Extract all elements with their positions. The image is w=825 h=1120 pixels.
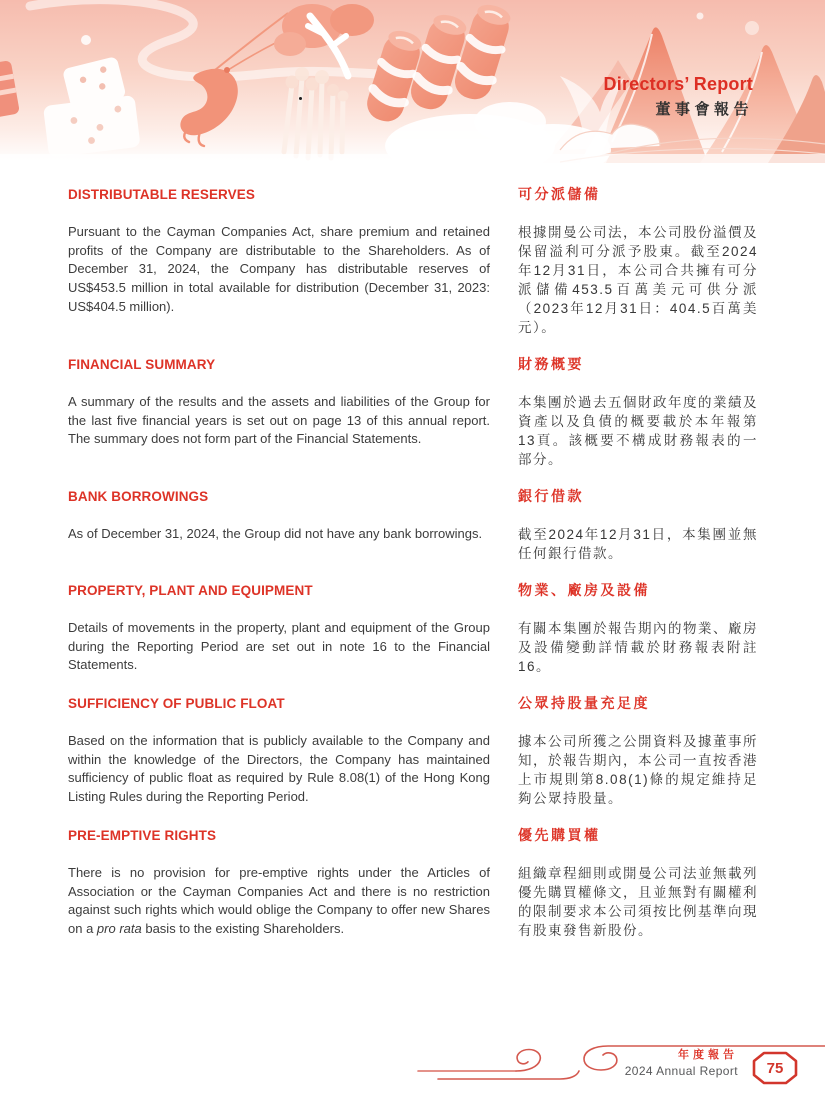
section-heading-en: DISTRIBUTABLE RESERVES	[68, 187, 255, 202]
section-body-zh: 有關本集團於報告期內的物業、廠房及設備變動詳情載於財務報表附註16。	[518, 621, 758, 674]
page-footer	[0, 1038, 825, 1100]
section-heading-zh: 銀行借款	[518, 488, 584, 504]
body-text-part: There is no provision for pre-emptive rights under the Articles of Association or the Cayman Companies Act and there is no restriction against such rights which would oblige the Company to offer new Shares on a	[68, 865, 490, 937]
section-heading-zh: 優先購買權	[518, 827, 601, 843]
section-pre-emptive-rights	[68, 828, 758, 940]
body-text-italic: pro rata	[96, 921, 142, 937]
section-body-en: Based on the information that is publicly available to the Company and within the knowledge of the Directors, the Company has maintained sufficiency of public float as required by Rule 8.08(1) of the Hong Kong Listing Rules during the Reporting Period.	[68, 733, 490, 805]
section-en	[68, 357, 490, 469]
section-body-zh: 截至2024年12月31日，本集團並無任何銀行借款。	[518, 527, 758, 561]
section-en	[68, 583, 490, 676]
section-body-zh: 據本公司所獲之公開資料及據董事所知，於報告期內，本公司一直按香港上市規則第8.08(1)條的規定維持足夠公眾持股量。	[518, 734, 758, 806]
section-heading-en: SUFFICIENCY OF PUBLIC FLOAT	[68, 696, 285, 711]
section-body-en	[68, 864, 490, 939]
bubble-icon	[697, 13, 704, 20]
section-heading-en: BANK BORROWINGS	[68, 489, 209, 504]
section-zh	[518, 357, 758, 469]
body-text-part: basis to the existing Shareholders.	[141, 921, 345, 937]
footer-report-label	[625, 1049, 738, 1078]
bubble-icon	[81, 35, 91, 45]
section-heading-en: FINANCIAL SUMMARY	[68, 357, 216, 372]
dice-icon	[43, 95, 141, 158]
section-zh	[518, 187, 758, 337]
section-bank-borrowings	[68, 489, 758, 563]
section-heading-zh: 公眾持股量充足度	[518, 695, 650, 711]
page-title: Directors’ Report	[603, 74, 753, 94]
page-title-chinese: 董事會報告	[655, 101, 753, 118]
section-zh	[518, 828, 758, 940]
section-heading-en: PRE-EMPTIVE RIGHTS	[68, 828, 217, 843]
section-body-en: Pursuant to the Cayman Companies Act, share premium and retained profits of the Company are distributable to the Shareholders. As of December 31, 2024, the Company has distributable reserves of US$453.5 million in total available for distribution (December 31, 2023: US$404.5 million).	[68, 224, 490, 314]
section-body-en: As of December 31, 2024, the Group did not have any bank borrowings.	[68, 526, 483, 541]
section-zh	[518, 696, 758, 808]
section-en	[68, 828, 490, 940]
section-heading-zh: 財務概要	[518, 356, 584, 372]
section-body-zh: 根據開曼公司法，本公司股份溢價及保留溢利可分派予股東。截至2024年12月31日，本公司合共擁有可分派儲備453.5百萬美元可供分派（2023年12月31日：404.5百萬美元）。	[518, 225, 758, 335]
section-en	[68, 489, 490, 563]
section-property-plant-equipment	[68, 583, 758, 676]
section-heading-zh: 物業、廠房及設備	[518, 582, 650, 598]
section-financial-summary	[68, 357, 758, 469]
page-number-badge	[752, 1051, 798, 1085]
stray-dot	[299, 97, 302, 100]
section-zh	[518, 583, 758, 676]
page-number: 75	[766, 1059, 784, 1077]
section-en	[68, 187, 490, 337]
page-title-block	[604, 74, 753, 119]
section-zh	[518, 489, 758, 563]
footer-report-label-zh: 年度報告	[678, 1049, 738, 1061]
sun-icon	[745, 21, 759, 35]
section-distributable-reserves	[68, 187, 758, 337]
section-sufficiency-public-float	[68, 696, 758, 808]
section-body-zh: 本集團於過去五個財政年度的業績及資產以及負債的概要載於本年報第13頁。該概要不構成財務報表的一部分。	[518, 395, 758, 467]
main-content	[0, 163, 825, 940]
section-body-zh: 組織章程細則或開曼公司法並無載列優先購買權條文，且並無對有關權利的限制要求本公司須按比例基準向現有股東發售新股份。	[518, 866, 758, 938]
section-heading-zh: 可分派儲備	[518, 186, 601, 202]
header-banner	[0, 0, 825, 163]
section-en	[68, 696, 490, 808]
section-heading-en: PROPERTY, PLANT AND EQUIPMENT	[68, 583, 313, 598]
section-body-en: A summary of the results and the assets and liabilities of the Group for the last five financial years is set out on page 13 of this annual report. The summary does not form part of the Financial Statements.	[68, 394, 490, 447]
section-body-en: Details of movements in the property, plant and equipment of the Group during the Reporting Period are set out in note 16 to the Financial Statements.	[68, 620, 490, 673]
footer-report-label-en: 2024 Annual Report	[624, 1064, 738, 1078]
